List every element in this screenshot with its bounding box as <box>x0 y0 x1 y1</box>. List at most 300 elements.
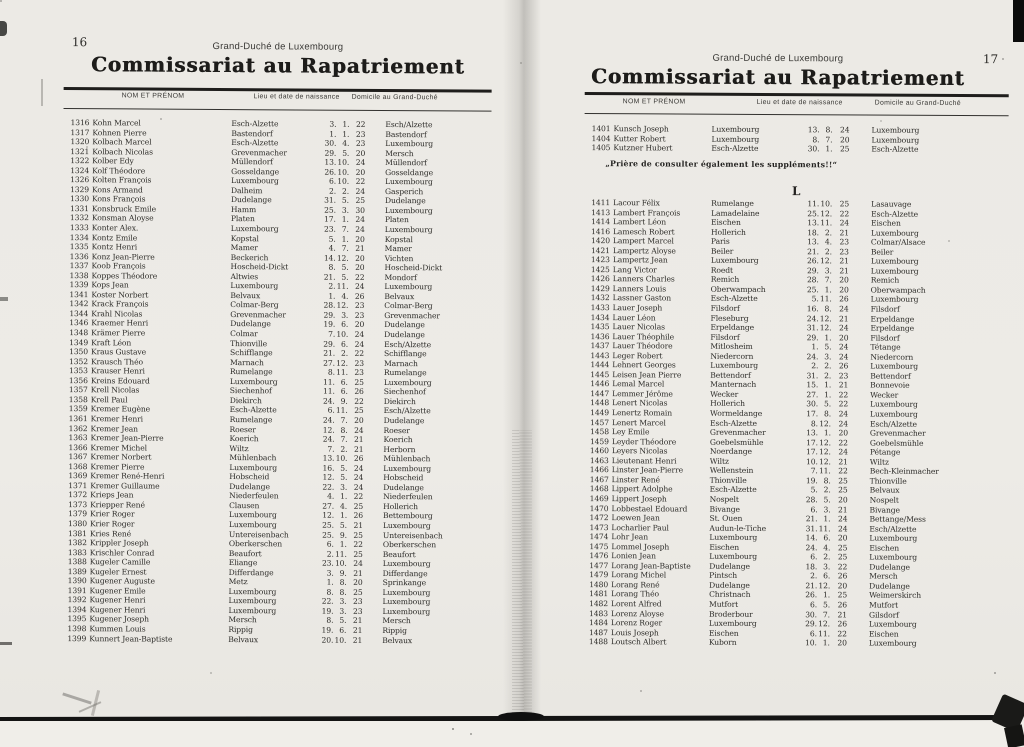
row-number: 1436 <box>590 331 610 341</box>
name-cell: Locharlier Paul <box>611 522 669 533</box>
name-cell: Krippler Joseph <box>89 538 149 548</box>
birth-year: 25 <box>353 549 363 559</box>
row-number: 1446 <box>590 379 610 389</box>
name-cell: Kohn Marcel <box>92 118 141 128</box>
name-cell: Kontz Henri <box>91 242 138 252</box>
row-number: 1434 <box>590 312 610 322</box>
birth-year: 26 <box>838 361 849 371</box>
birthplace-cell: Dudelange <box>230 319 271 329</box>
row-number: 1330 <box>70 194 89 204</box>
birth-month: 2. <box>824 227 833 237</box>
row-number: 1448 <box>590 398 610 408</box>
birth-month: 5. <box>341 262 349 272</box>
birth-year: 20 <box>353 578 363 588</box>
birth-month: 2. <box>823 485 831 495</box>
domicile-cell: Mersch <box>385 148 414 158</box>
name-cell: Koob François <box>91 261 146 271</box>
birthplace-cell: Dudelange <box>229 481 270 492</box>
birth-month: 11. <box>819 294 832 304</box>
domicile-cell: Marnach <box>383 358 418 368</box>
birthplace-cell: Mühlenbach <box>229 453 277 463</box>
birth-day: 2. <box>326 549 334 559</box>
birth-year: 22 <box>837 562 848 572</box>
birth-day: 29. <box>806 266 819 276</box>
birth-day: 12. <box>322 511 335 521</box>
name-cell: Konsman Aloyse <box>91 213 154 224</box>
birth-year: 25 <box>355 196 365 206</box>
domicile-cell: Dudelange <box>383 482 424 493</box>
birth-month: 9. <box>340 396 348 406</box>
birthplace-cell: Luxembourg <box>709 551 758 562</box>
birthplace-cell: Gosseldange <box>231 166 280 177</box>
column-header-name: NOM ET PRÉNOM <box>121 92 185 100</box>
domicile-cell: Luxembourg <box>384 282 433 292</box>
domicile-cell: Rippig <box>382 625 407 636</box>
row-number: 1482 <box>589 599 609 609</box>
birth-year: 20 <box>355 263 365 273</box>
row-number: 1329 <box>70 184 90 195</box>
birth-year: 23 <box>354 358 364 368</box>
name-cell: Lieutenant Henri <box>611 455 677 466</box>
birth-month: 11. <box>336 367 348 377</box>
row-number: 1399 <box>67 633 87 643</box>
birth-month: 1. <box>825 144 833 154</box>
domicile-cell: Bech-Kleinmacher <box>869 466 939 477</box>
row-number: 1361 <box>68 414 88 424</box>
birth-year: 22 <box>355 272 365 282</box>
birthplace-cell: Broderbour <box>708 609 753 619</box>
name-cell: Koster Norbert <box>91 290 149 300</box>
name-cell: Krahl Nicolas <box>91 309 143 319</box>
birth-year: 23 <box>838 371 849 381</box>
birth-day: 11. <box>807 199 820 209</box>
domicile-cell: Niedercorn <box>870 352 914 362</box>
domicile-cell: Filsdorf <box>870 304 900 314</box>
birth-day: 24. <box>806 313 819 323</box>
birth-year: 26 <box>839 294 849 304</box>
register-table-right <box>582 198 1008 649</box>
birth-day: 8. <box>810 418 819 428</box>
row-number: 1484 <box>588 618 608 628</box>
birth-month: 3. <box>823 562 831 572</box>
name-cell: Krieps Jean <box>90 490 134 500</box>
birth-year: 20 <box>354 415 364 425</box>
row-number: 1472 <box>589 513 609 523</box>
birth-month: 1. <box>822 638 830 648</box>
birth-month: 8. <box>824 304 832 314</box>
birth-day: 18. <box>807 227 820 237</box>
birth-day: 14. <box>323 253 336 263</box>
name-cell: Konz Jean-Pierre <box>91 251 155 262</box>
birth-day: 17. <box>806 409 819 419</box>
name-cell: Krausch Théo <box>90 356 144 367</box>
birth-day: 20. <box>321 635 334 645</box>
name-cell: Lippert Adolphe <box>611 484 673 494</box>
birthplace-cell: Luxembourg <box>228 605 277 616</box>
name-cell: Kremer René-Henri <box>90 471 165 481</box>
birthplace-cell: Beaufort <box>228 548 262 558</box>
birthplace-cell: Eischen <box>711 217 741 227</box>
name-cell: Lorang Théo <box>611 589 659 599</box>
row-number: 1416 <box>591 226 611 236</box>
name-cell: Leisen Jean Pierre <box>612 370 682 380</box>
name-cell: Kugeler Ernest <box>89 566 147 577</box>
birth-month: 11. <box>820 218 833 228</box>
birth-day: 19. <box>323 320 336 330</box>
domicile-cell: Erpeldange <box>870 323 915 333</box>
row-number: 1473 <box>589 522 609 532</box>
domicile-cell: Luxembourg <box>871 135 920 145</box>
fold-edge-knot <box>498 712 544 721</box>
birth-day: 13. <box>322 453 335 463</box>
header-rule-thick <box>585 92 1009 97</box>
birth-year: 22 <box>838 438 848 448</box>
birthplace-cell: Filsdorf <box>710 332 740 342</box>
birth-day: 24. <box>322 396 335 406</box>
birthplace-cell: Paris <box>710 236 730 246</box>
name-cell: Kraus Gustave <box>91 347 147 357</box>
birth-month: 1. <box>823 428 831 438</box>
column-header-domicile: Domicile au Grand-Duché <box>874 99 961 108</box>
row-number: 1357 <box>68 385 88 395</box>
birth-day: 24. <box>322 434 335 444</box>
birth-month: 12. <box>820 208 833 218</box>
birth-year: 25 <box>353 587 363 597</box>
birthplace-cell: Rumelange <box>711 198 754 208</box>
birth-month: 5. <box>339 616 347 626</box>
name-cell: Kugener Joseph <box>89 614 149 625</box>
domicile-cell: Luxembourg <box>385 139 434 149</box>
name-cell: Kremer Eugène <box>90 404 151 414</box>
domicile-cell: Bastendorf <box>385 129 427 139</box>
birth-month: 11. <box>334 549 347 559</box>
birth-month: 8. <box>823 409 832 419</box>
name-cell: Koppes Théodore <box>91 270 158 281</box>
birth-month: 12. <box>819 323 832 333</box>
birth-year: 24 <box>839 304 849 314</box>
birthplace-cell: Untereisenbach <box>228 529 289 539</box>
domicile-cell: Esch/Alzette <box>384 339 432 349</box>
name-cell: Lemmer Jérôme <box>612 389 673 399</box>
birth-month: 2. <box>824 361 832 371</box>
domicile-cell: Roeser <box>383 425 410 435</box>
birth-year: 23 <box>839 247 849 257</box>
birth-day: 29. <box>806 332 819 342</box>
birthplace-cell: Thionville <box>230 338 268 348</box>
domicile-cell: Luxembourg <box>870 361 919 372</box>
birth-month: 5. <box>823 495 831 505</box>
row-number: 1443 <box>590 350 610 360</box>
domicile-cell: Luxembourg <box>384 205 433 216</box>
birth-year: 20 <box>838 495 848 505</box>
birth-month: 1. <box>339 511 348 521</box>
birth-day: 31. <box>805 523 818 533</box>
row-number: 1395 <box>67 614 87 624</box>
birth-year: 23 <box>839 237 849 247</box>
domicile-cell: Luxembourg <box>871 125 920 135</box>
birth-year: 25 <box>839 199 850 209</box>
domicile-cell: Eischen <box>869 543 900 553</box>
birth-month: 8. <box>340 425 348 435</box>
birthplace-cell: Beckerich <box>230 252 269 262</box>
name-cell: Kolf Théodore <box>92 165 146 176</box>
birth-year: 21 <box>354 434 364 444</box>
name-cell: Leger Robert <box>612 350 663 361</box>
name-cell: Kugener Emile <box>89 586 146 596</box>
domicile-cell: Sprinkange <box>382 578 427 588</box>
birthplace-cell: Bivange <box>709 504 740 514</box>
register-table-left <box>60 118 491 646</box>
row-number: 1337 <box>69 261 89 271</box>
name-cell: Lohr Jean <box>611 532 649 542</box>
birth-day: 31. <box>806 323 819 333</box>
row-number: 1469 <box>589 494 609 504</box>
domicile-cell: Goebelsmühle <box>869 438 924 448</box>
birth-day: 26. <box>324 167 337 177</box>
domicile-cell: Mamer <box>384 244 412 254</box>
birth-day: 21. <box>805 514 818 524</box>
name-cell: Leyder Théodore <box>611 436 677 447</box>
birthplace-cell: Thionville <box>709 475 747 485</box>
birthplace-cell: Hamm <box>230 204 257 215</box>
birth-day: 26. <box>805 590 818 600</box>
birth-month: 5. <box>340 463 348 473</box>
birthplace-cell: Luxembourg <box>708 618 757 629</box>
name-cell: Kriepper René <box>90 500 145 510</box>
birth-day: 3. <box>326 568 334 578</box>
row-number: 1356 <box>68 375 88 385</box>
birth-day: 6. <box>810 504 818 514</box>
birth-year: 21 <box>353 520 364 530</box>
register-table-right-top <box>584 124 1008 155</box>
name-cell: Krack François <box>91 299 149 309</box>
name-cell: Lang Victor <box>612 265 657 275</box>
birth-year: 20 <box>838 333 849 343</box>
birthplace-cell: Eischen <box>709 542 740 552</box>
row-number: 1394 <box>67 604 87 615</box>
birth-month: 5. <box>822 600 831 610</box>
birth-day: 6. <box>327 406 335 416</box>
birth-month: 12. <box>336 253 349 263</box>
birth-day: 27. <box>323 358 335 368</box>
domicile-cell: Dudelange <box>383 415 425 426</box>
domicile-cell: Luxembourg <box>382 606 431 617</box>
birth-year: 24 <box>838 447 848 457</box>
name-cell: Lauer Nicolas <box>612 322 665 332</box>
birth-day: 10. <box>805 456 818 467</box>
birth-year: 21 <box>839 313 849 323</box>
page-title: Commissariat au Rapatriement <box>590 64 965 91</box>
domicile-cell: Koerich <box>383 435 413 445</box>
domicile-cell: Grevenmacher <box>869 428 926 438</box>
name-cell: Kremer Pierre <box>90 461 145 472</box>
birthplace-cell: Luxembourg <box>228 596 277 606</box>
birthplace-cell: Niederfeulen <box>229 491 279 501</box>
birthplace-cell: Grevenmacher <box>709 427 766 438</box>
birth-day: 29. <box>323 310 336 320</box>
domicile-cell: Rumelange <box>383 368 427 378</box>
name-cell: Leyers Nicolas <box>611 446 668 456</box>
row-number: 1389 <box>67 566 87 576</box>
birth-year: 25 <box>837 543 848 553</box>
birth-year: 23 <box>355 129 366 139</box>
birth-year: 24 <box>353 558 363 569</box>
table-row <box>60 634 488 646</box>
birth-year: 21 <box>838 380 849 390</box>
domicile-cell: Dudelange <box>869 562 910 572</box>
row-number: 1432 <box>590 293 610 303</box>
row-number: 1372 <box>68 490 88 500</box>
birth-day: 31. <box>806 371 819 381</box>
birth-year: 22 <box>837 628 847 639</box>
birth-year: 30 <box>355 205 365 215</box>
birth-day: 28. <box>806 275 819 285</box>
birth-day: 31. <box>324 196 336 206</box>
domicile-cell: Esch/Alzette <box>383 406 431 416</box>
birthplace-cell: Noerdange <box>709 446 752 457</box>
birthplace-cell: Colmar <box>230 329 258 339</box>
birth-month: 11. <box>818 523 831 533</box>
birth-year: 22 <box>838 466 848 476</box>
birth-year: 23 <box>353 597 363 607</box>
birth-day: 7. <box>810 466 818 476</box>
row-number: 1346 <box>69 318 89 328</box>
birth-month: 3. <box>340 482 348 492</box>
birth-month: 6. <box>339 625 347 635</box>
domicile-cell: Luxembourg <box>870 295 919 305</box>
birthplace-cell: Christnach <box>709 590 751 600</box>
birthplace-cell: Oberkerschen <box>228 539 283 549</box>
birth-year: 20 <box>837 533 848 543</box>
birth-day: 24. <box>806 351 819 362</box>
birthplace-cell: Luxembourg <box>710 255 759 266</box>
birth-month: 11. <box>336 282 349 292</box>
name-cell: Lommel Joseph <box>611 541 670 552</box>
birthplace-cell: Audun-le-Tiche <box>709 523 767 533</box>
domicile-cell: Pétange <box>869 447 901 457</box>
birth-year: 20 <box>838 428 848 438</box>
row-number: 1470 <box>589 503 609 513</box>
birth-year: 24 <box>354 329 365 339</box>
birth-month: 5. <box>824 342 832 352</box>
row-number: 1382 <box>67 538 87 548</box>
name-cell: Lamesch Robert <box>612 226 675 237</box>
birthplace-cell: Roeser <box>229 424 256 434</box>
birth-year: 20 <box>837 581 848 591</box>
birth-year: 26 <box>353 453 364 464</box>
name-cell: Lacour Félix <box>613 198 660 208</box>
scan-speckles <box>0 0 2 2</box>
birth-month: 12. <box>819 418 832 428</box>
row-number: 1368 <box>68 461 88 471</box>
row-number: 1458 <box>589 427 609 437</box>
birthplace-cell: Lamadelaine <box>711 208 760 218</box>
birth-year: 22 <box>839 208 850 218</box>
birth-day: 6. <box>810 552 818 562</box>
row-number: 1390 <box>67 576 87 586</box>
row-number: 1322 <box>70 156 90 166</box>
row-number: 1349 <box>69 337 89 347</box>
birth-month: 3. <box>339 597 347 607</box>
birth-day: 30. <box>805 609 818 619</box>
row-number: 1333 <box>69 223 89 233</box>
name-cell: Louis Joseph <box>610 627 659 638</box>
birthplace-cell: Oberwampach <box>710 284 766 294</box>
birth-year: 24 <box>355 215 365 225</box>
birth-year: 25 <box>354 406 364 416</box>
birth-year: 21 <box>838 457 848 467</box>
birth-month: 3. <box>824 266 832 276</box>
row-number: 1477 <box>589 560 609 570</box>
domicile-cell: Platen <box>384 215 409 225</box>
name-cell: Krauser Henri <box>90 366 145 376</box>
birth-day: 25. <box>807 208 820 218</box>
domicile-cell: Luxembourg <box>870 400 918 410</box>
name-cell: Kolber Edy <box>92 156 134 166</box>
scanner-bed-strip <box>0 721 1024 747</box>
domicile-cell: Esch/Alzette <box>385 120 433 130</box>
birth-year: 25 <box>839 144 850 154</box>
birth-day: 16. <box>806 304 819 314</box>
name-cell: Lampertz Aloyse <box>612 245 676 256</box>
birthplace-cell: Fleseburg <box>710 313 749 323</box>
birth-year: 21 <box>352 625 363 635</box>
row-number: 1459 <box>589 436 609 446</box>
domicile-cell: Remich <box>870 275 900 286</box>
row-number: 1366 <box>68 442 88 452</box>
row-number: 1468 <box>589 484 609 494</box>
birth-month: 10. <box>335 453 348 463</box>
birth-day: 6. <box>326 539 334 549</box>
row-number: 1429 <box>590 283 610 294</box>
name-cell: Kraemer Henri <box>91 318 149 329</box>
domicile-cell: Luxembourg <box>870 228 919 238</box>
birthplace-cell: Kuborn <box>708 637 737 647</box>
birth-day: 2. <box>811 361 819 371</box>
scan-corner-mark <box>1013 0 1024 42</box>
birthplace-cell: Luxembourg <box>231 176 279 186</box>
domicile-cell: Luxembourg <box>868 638 917 648</box>
birth-day: 11. <box>323 377 335 387</box>
row-number: 1413 <box>591 207 611 217</box>
row-number: 1316 <box>70 118 90 128</box>
row-number: 1388 <box>67 557 87 567</box>
birth-year: 24 <box>838 409 849 419</box>
birth-month: 9. <box>339 568 347 578</box>
page-number: 17 <box>982 52 999 67</box>
birthplace-cell: Luxembourg <box>230 224 279 234</box>
birth-month: 2. <box>823 552 831 562</box>
row-number: 1420 <box>590 236 610 246</box>
row-number: 1423 <box>590 255 610 265</box>
birth-day: 5. <box>811 294 819 304</box>
birthplace-cell: Dalheim <box>230 185 263 196</box>
birth-month: 1. <box>341 234 349 244</box>
birth-day: 5. <box>328 234 336 244</box>
domicile-cell: Hollerich <box>383 501 418 512</box>
domicile-cell: Luxembourg <box>870 266 919 276</box>
row-number: 1352 <box>69 356 89 366</box>
row-number: 1480 <box>589 579 609 590</box>
birthplace-cell: Niedercorn <box>710 351 754 361</box>
birth-day: 22. <box>322 482 335 492</box>
birth-month: 3. <box>824 352 832 362</box>
birth-year: 20 <box>839 285 849 295</box>
name-cell: Krischler Conrad <box>89 547 155 558</box>
birthplace-cell: Luxembourg <box>228 586 277 597</box>
name-cell: Kries René <box>89 528 132 538</box>
row-number: 1433 <box>590 303 610 313</box>
